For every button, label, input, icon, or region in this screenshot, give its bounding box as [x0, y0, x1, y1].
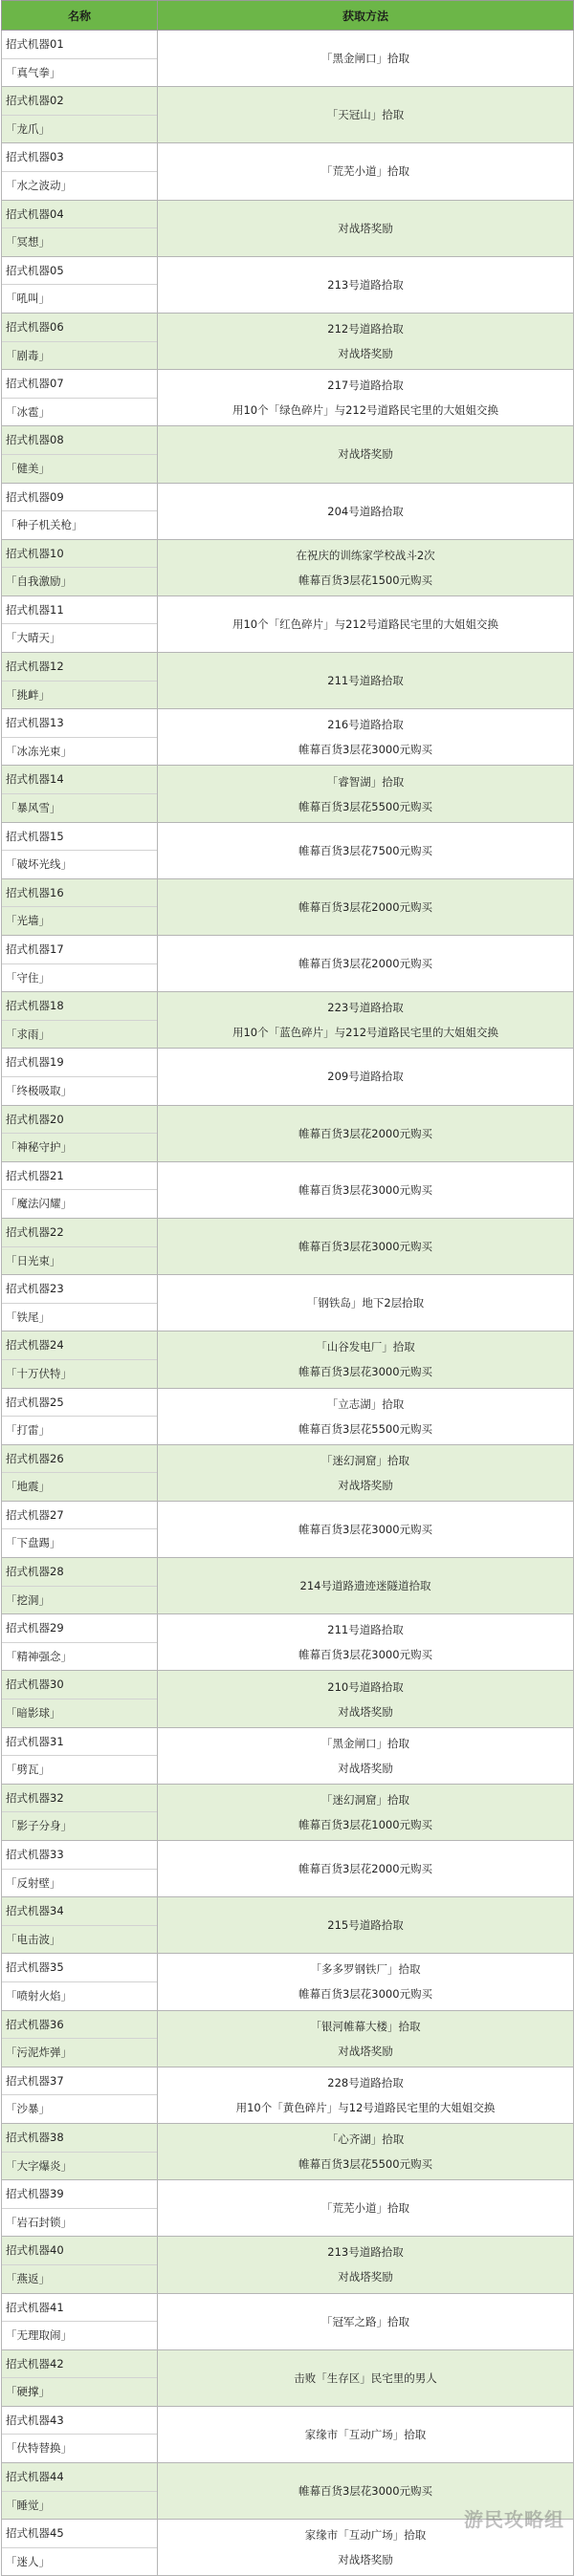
tm-name-cell — [2, 256, 158, 313]
table-row — [2, 1275, 574, 1331]
tm-move-name: 「求雨」 — [6, 1027, 50, 1041]
tm-method-cell — [158, 2237, 574, 2293]
tm-move-name: 「终极吸取」 — [6, 1083, 72, 1097]
tm-number: 招式机器06 — [2, 314, 157, 342]
tm-name-cell — [2, 313, 158, 369]
tm-number: 招式机器27 — [2, 1502, 157, 1530]
tm-move-name: 「自我激励」 — [6, 574, 72, 589]
tm-method-cell — [158, 653, 574, 709]
method-line: 用10个「绿色碎片」与212号道路民宅里的大姐姐交换 — [232, 403, 499, 418]
tm-method-cell — [158, 822, 574, 878]
tm-name-cell — [2, 2293, 158, 2349]
tm-method-cell — [158, 426, 574, 483]
tm-move-name: 「神秘守护」 — [6, 1140, 72, 1155]
tm-method-cell — [158, 2067, 574, 2123]
tm-number: 招式机器35 — [2, 1954, 157, 1982]
tm-name-cell — [2, 1161, 158, 1218]
method-line: 「山谷发电厂」拾取 — [316, 1340, 415, 1354]
tm-number: 招式机器30 — [2, 1671, 157, 1699]
table-row — [2, 709, 574, 766]
tm-name-cell — [2, 1784, 158, 1840]
tm-method-cell — [158, 992, 574, 1049]
table-row — [2, 2123, 574, 2179]
tm-name-cell — [2, 2406, 158, 2462]
method-line: 213号道路拾取 — [327, 277, 404, 292]
method-line: 对战塔奖励 — [338, 221, 393, 235]
tm-method-cell — [158, 1388, 574, 1444]
method-line: 在祝庆的训练家学校战斗2次 — [296, 548, 435, 562]
tm-move-name: 「下盘踢」 — [6, 1536, 61, 1550]
method-line: 帷幕百货3层花5500元购买 — [298, 799, 433, 813]
tm-number: 招式机器39 — [2, 2180, 157, 2209]
tm-number: 招式机器36 — [2, 2011, 157, 2040]
tm-move-name: 「冰雹」 — [6, 404, 50, 419]
tm-number: 招式机器32 — [2, 1785, 157, 1813]
method-line: 213号道路拾取 — [327, 2245, 404, 2260]
tm-method-cell — [158, 1614, 574, 1671]
method-line: 帷幕百货3层花5500元购买 — [298, 2157, 433, 2172]
tm-method-cell — [158, 256, 574, 313]
tm-number: 招式机器43 — [2, 2407, 157, 2435]
tm-move-name: 「冥想」 — [6, 235, 50, 249]
method-line: 帷幕百货3层花7500元购买 — [298, 843, 433, 857]
tm-number: 招式机器38 — [2, 2124, 157, 2153]
tm-move-name: 「劈瓦」 — [6, 1763, 50, 1777]
table-row — [2, 1444, 574, 1501]
method-line: 「钢铁岛」地下2层拾取 — [306, 1296, 425, 1310]
tm-name-cell — [2, 31, 158, 87]
tm-move-name: 「水之波动」 — [6, 178, 72, 192]
method-line: 对战塔奖励 — [338, 2553, 393, 2567]
tm-method-cell — [158, 2293, 574, 2349]
tm-number: 招式机器16 — [2, 879, 157, 908]
tm-name-cell — [2, 1388, 158, 1444]
method-line: 帷幕百货3层花3000元购买 — [298, 1240, 433, 1254]
tm-number: 招式机器18 — [2, 992, 157, 1021]
method-line: 帷幕百货3层花3000元购买 — [298, 1648, 433, 1662]
table-row — [2, 1727, 574, 1784]
method-line: 对战塔奖励 — [338, 347, 393, 361]
table-row — [2, 1501, 574, 1557]
table-row — [2, 200, 574, 256]
table-row — [2, 2180, 574, 2237]
tm-number: 招式机器10 — [2, 540, 157, 569]
table-header-row — [2, 1, 574, 31]
tm-move-name: 「无理取闹」 — [6, 2328, 72, 2343]
tm-name-cell — [2, 1275, 158, 1331]
table-row — [2, 2293, 574, 2349]
method-line: 「立志湖」拾取 — [326, 1396, 405, 1411]
method-line: 「荒芜小道」拾取 — [321, 2201, 409, 2216]
table-row — [2, 370, 574, 426]
method-line: 「迷幻洞窟」拾取 — [321, 1792, 409, 1807]
tm-move-name: 「暗影球」 — [6, 1706, 61, 1721]
tm-move-name: 「真气拳」 — [6, 65, 61, 79]
method-line: 对战塔奖励 — [338, 2270, 393, 2284]
tm-name-cell — [2, 822, 158, 878]
method-line: 「天冠山」拾取 — [326, 108, 405, 122]
tm-name-cell — [2, 370, 158, 426]
tm-name-cell — [2, 1501, 158, 1557]
tm-number: 招式机器22 — [2, 1219, 157, 1247]
tm-method-cell — [158, 709, 574, 766]
tm-number: 招式机器13 — [2, 709, 157, 738]
table-row — [2, 1558, 574, 1614]
method-line: 帷幕百货3层花3000元购买 — [298, 1522, 433, 1536]
tm-name-cell — [2, 1218, 158, 1274]
column-header-name: 名称 — [2, 1, 158, 31]
tm-move-name: 「电击波」 — [6, 1932, 61, 1946]
tm-method-cell — [158, 1161, 574, 1218]
tm-method-cell — [158, 539, 574, 595]
method-line: 帷幕百货3层花2000元购买 — [298, 1862, 433, 1876]
table-row — [2, 1218, 574, 1274]
method-line: 214号道路遗迹迷隧道拾取 — [299, 1579, 431, 1593]
tm-name-cell — [2, 878, 158, 935]
method-line: 对战塔奖励 — [338, 1704, 393, 1719]
tm-method-cell — [158, 1049, 574, 1105]
tm-number: 招式机器20 — [2, 1106, 157, 1135]
tm-move-name: 「暴风雪」 — [6, 801, 61, 815]
tm-move-name: 「健美」 — [6, 461, 50, 475]
tm-name-cell — [2, 595, 158, 652]
tm-move-name: 「伏特替换」 — [6, 2441, 72, 2456]
method-line: 「黑金闸口」拾取 — [321, 1736, 409, 1750]
tm-method-cell — [158, 878, 574, 935]
method-line: 帷幕百货3层花3000元购买 — [298, 1365, 433, 1379]
tm-move-name: 「打雷」 — [6, 1423, 50, 1438]
tm-name-cell — [2, 2010, 158, 2067]
tm-move-name: 「反射壁」 — [6, 1875, 61, 1890]
method-line: 击败「生存区」民宅里的男人 — [294, 2370, 437, 2385]
tm-name-cell — [2, 483, 158, 539]
method-line: 223号道路拾取 — [327, 1001, 404, 1015]
tm-name-cell — [2, 1897, 158, 1954]
tm-method-cell — [158, 1784, 574, 1840]
tm-number: 招式机器12 — [2, 653, 157, 682]
tm-number: 招式机器33 — [2, 1841, 157, 1870]
tm-number: 招式机器25 — [2, 1389, 157, 1418]
tm-name-cell — [2, 1954, 158, 2010]
table-row — [2, 31, 574, 87]
method-line: 217号道路拾取 — [327, 379, 404, 393]
table-row — [2, 1105, 574, 1161]
tm-number: 招式机器26 — [2, 1445, 157, 1474]
tm-move-name: 「十万伏特」 — [6, 1366, 72, 1380]
method-line: 帷幕百货3层花3000元购买 — [298, 743, 433, 757]
tm-method-cell — [158, 483, 574, 539]
tm-move-name: 「沙暴」 — [6, 2102, 50, 2116]
tm-method-cell — [158, 2123, 574, 2179]
tm-method-cell — [158, 2349, 574, 2406]
tm-name-cell — [2, 2067, 158, 2123]
method-line: 228号道路拾取 — [327, 2075, 404, 2089]
tm-method-cell — [158, 1558, 574, 1614]
tm-method-cell — [158, 200, 574, 256]
tm-move-name: 「龙爪」 — [6, 121, 50, 136]
method-line: 家缘市「互动广场」拾取 — [304, 2528, 427, 2543]
tm-move-name: 「挖洞」 — [6, 1592, 50, 1607]
tm-move-name: 「日光束」 — [6, 1253, 61, 1267]
tm-move-name: 「剧毒」 — [6, 348, 50, 362]
table-row — [2, 766, 574, 822]
method-line: 212号道路拾取 — [327, 322, 404, 336]
tm-name-cell — [2, 709, 158, 766]
method-line: 帷幕百货3层花2000元购买 — [298, 957, 433, 971]
tm-name-cell — [2, 1105, 158, 1161]
table-row — [2, 1331, 574, 1388]
tm-move-name: 「破坏光线」 — [6, 857, 72, 872]
tm-name-cell — [2, 992, 158, 1049]
table-row — [2, 1049, 574, 1105]
tm-number: 招式机器09 — [2, 484, 157, 512]
tm-name-cell — [2, 2180, 158, 2237]
tm-name-cell — [2, 1671, 158, 1727]
tm-name-cell — [2, 2349, 158, 2406]
tm-method-cell — [158, 2180, 574, 2237]
table-row — [2, 822, 574, 878]
tm-name-cell — [2, 143, 158, 200]
method-line: 帷幕百货3层花1500元购买 — [298, 573, 433, 587]
tm-method-cell — [158, 313, 574, 369]
table-row — [2, 1161, 574, 1218]
tm-method-cell — [158, 1275, 574, 1331]
tm-number: 招式机器19 — [2, 1049, 157, 1077]
method-line: 帷幕百货3层花3000元购买 — [298, 2484, 433, 2499]
tm-number: 招式机器04 — [2, 201, 157, 229]
tm-method-cell — [158, 1331, 574, 1388]
table-row — [2, 1841, 574, 1897]
table-row — [2, 1784, 574, 1840]
tm-method-cell — [158, 1727, 574, 1784]
tm-move-name: 「地震」 — [6, 1480, 50, 1494]
tm-name-cell — [2, 1444, 158, 1501]
tm-move-name: 「硬撑」 — [6, 2385, 50, 2399]
table-row — [2, 936, 574, 992]
method-line: 用10个「蓝色碎片」与212号道路民宅里的大姐姐交换 — [232, 1026, 499, 1040]
table-row — [2, 878, 574, 935]
tm-number: 招式机器24 — [2, 1331, 157, 1360]
table-row — [2, 1614, 574, 1671]
tm-number: 招式机器41 — [2, 2294, 157, 2323]
tm-name-cell — [2, 1049, 158, 1105]
method-line: 对战塔奖励 — [338, 1761, 393, 1775]
tm-method-cell — [158, 766, 574, 822]
tm-method-cell — [158, 87, 574, 143]
tm-method-cell — [158, 1671, 574, 1727]
tm-number: 招式机器08 — [2, 426, 157, 455]
tm-number: 招式机器28 — [2, 1558, 157, 1587]
tm-number: 招式机器03 — [2, 143, 157, 172]
tm-move-name: 「大字爆炎」 — [6, 2158, 72, 2173]
watermark: 游民攻略组 — [464, 2508, 564, 2531]
tm-name-cell — [2, 653, 158, 709]
tm-table — [1, 0, 574, 2576]
method-line: 帷幕百货3层花3000元购买 — [298, 1182, 433, 1197]
method-line: 用10个「黄色碎片」与12号道路民宅里的大姐姐交换 — [235, 2100, 496, 2114]
tm-move-name: 「迷人」 — [6, 2554, 50, 2568]
tm-name-cell — [2, 1841, 158, 1897]
tm-number: 招式机器23 — [2, 1275, 157, 1304]
method-line: 帷幕百货3层花2000元购买 — [298, 899, 433, 914]
tm-number: 招式机器15 — [2, 823, 157, 852]
method-line: 对战塔奖励 — [338, 447, 393, 462]
method-line: 帷幕百货3层花3000元购买 — [298, 1987, 433, 2002]
method-line: 用10个「红色碎片」与212号道路民宅里的大姐姐交换 — [232, 617, 499, 631]
table-row — [2, 1954, 574, 2010]
method-line: 211号道路拾取 — [327, 674, 404, 688]
tm-name-cell — [2, 87, 158, 143]
tm-number: 招式机器17 — [2, 936, 157, 964]
tm-number: 招式机器44 — [2, 2463, 157, 2492]
tm-number: 招式机器14 — [2, 766, 157, 794]
tm-number: 招式机器42 — [2, 2350, 157, 2379]
tm-move-name: 「魔法闪耀」 — [6, 1197, 72, 1211]
tm-method-cell — [158, 1105, 574, 1161]
method-line: 家缘市「互动广场」拾取 — [304, 2427, 427, 2441]
method-line: 210号道路拾取 — [327, 1679, 404, 1694]
tm-name-cell — [2, 1331, 158, 1388]
tm-name-cell — [2, 1558, 158, 1614]
tm-method-cell — [158, 143, 574, 200]
tm-name-cell — [2, 1614, 158, 1671]
tm-number: 招式机器21 — [2, 1162, 157, 1191]
tm-name-cell — [2, 766, 158, 822]
method-line: 帷幕百货3层花1000元购买 — [298, 1817, 433, 1831]
method-line: 「迷幻洞窟」拾取 — [321, 1453, 409, 1467]
table-row — [2, 426, 574, 483]
method-line: 「心齐湖」拾取 — [326, 2132, 405, 2147]
table-row — [2, 653, 574, 709]
tm-move-name: 「铁尾」 — [6, 1310, 50, 1324]
tm-number: 招式机器29 — [2, 1614, 157, 1643]
tm-move-name: 「冰冻光束」 — [6, 744, 72, 758]
method-line: 「荒芜小道」拾取 — [321, 164, 409, 179]
tm-move-name: 「喷射火焰」 — [6, 1988, 72, 2002]
tm-number: 招式机器37 — [2, 2067, 157, 2096]
tm-method-cell — [158, 595, 574, 652]
method-line: 「黑金闸口」拾取 — [321, 52, 409, 66]
tm-method-cell — [158, 2010, 574, 2067]
tm-name-cell — [2, 426, 158, 483]
tm-name-cell — [2, 2123, 158, 2179]
table-row — [2, 483, 574, 539]
tm-number: 招式机器34 — [2, 1897, 157, 1926]
table-row — [2, 143, 574, 200]
table-row — [2, 2406, 574, 2462]
tm-method-cell — [158, 1954, 574, 2010]
method-line: 「银河帷幕大楼」拾取 — [310, 2019, 421, 2033]
tm-move-name: 「污泥炸弹」 — [6, 2046, 72, 2060]
table-row — [2, 2349, 574, 2406]
method-line: 「睿智湖」拾取 — [326, 774, 405, 789]
tm-number: 招式机器07 — [2, 370, 157, 399]
tm-method-cell — [158, 1218, 574, 1274]
method-line: 「冠军之路」拾取 — [321, 2314, 409, 2328]
table-row — [2, 1897, 574, 1954]
tm-move-name: 「挑衅」 — [6, 687, 50, 702]
tm-name-cell — [2, 200, 158, 256]
method-line: 帷幕百货3层花2000元购买 — [298, 1126, 433, 1140]
table-row — [2, 87, 574, 143]
tm-name-cell — [2, 2463, 158, 2520]
tm-number: 招式机器40 — [2, 2237, 157, 2265]
tm-method-cell — [158, 936, 574, 992]
tm-move-name: 「睡觉」 — [6, 2498, 50, 2512]
table-row — [2, 2010, 574, 2067]
tm-number: 招式机器01 — [2, 31, 157, 59]
tm-number: 招式机器05 — [2, 257, 157, 286]
tm-move-name: 「燕返」 — [6, 2271, 50, 2285]
method-line: 帷幕百货3层花5500元购买 — [298, 1421, 433, 1436]
method-line: 209号道路拾取 — [327, 1070, 404, 1084]
tm-number: 招式机器31 — [2, 1728, 157, 1757]
table-row — [2, 2237, 574, 2293]
tm-move-name: 「岩石封锁」 — [6, 2215, 72, 2229]
tm-name-cell — [2, 2237, 158, 2293]
table-row — [2, 992, 574, 1049]
tm-move-name: 「影子分身」 — [6, 1819, 72, 1833]
tm-method-cell — [158, 370, 574, 426]
method-line: 215号道路拾取 — [327, 1918, 404, 1933]
table-row — [2, 539, 574, 595]
tm-method-cell — [158, 1501, 574, 1557]
tm-move-name: 「吼叫」 — [6, 292, 50, 306]
method-line: 211号道路拾取 — [327, 1623, 404, 1637]
table-row — [2, 595, 574, 652]
tm-name-cell — [2, 1727, 158, 1784]
tm-number: 招式机器45 — [2, 2520, 157, 2548]
column-header-method: 获取方法 — [158, 1, 574, 31]
tm-method-cell — [158, 31, 574, 87]
table-row — [2, 2067, 574, 2123]
tm-move-name: 「精神强念」 — [6, 1649, 72, 1663]
tm-name-cell — [2, 539, 158, 595]
tm-method-cell — [158, 2406, 574, 2462]
tm-name-cell — [2, 2520, 158, 2576]
tm-method-cell — [158, 1444, 574, 1501]
tm-move-name: 「种子机关枪」 — [6, 518, 83, 532]
table-row — [2, 256, 574, 313]
tm-name-cell — [2, 936, 158, 992]
tm-number: 招式机器11 — [2, 596, 157, 625]
method-line: 216号道路拾取 — [327, 718, 404, 732]
method-line: 「多多罗钢铁厂」拾取 — [310, 1962, 421, 1977]
tm-move-name: 「守住」 — [6, 970, 50, 985]
table-row — [2, 313, 574, 369]
method-line: 对战塔奖励 — [338, 2044, 393, 2058]
tm-method-cell — [158, 1897, 574, 1954]
method-line: 对战塔奖励 — [338, 1478, 393, 1492]
tm-move-name: 「光墙」 — [6, 914, 50, 928]
tm-number: 招式机器02 — [2, 87, 157, 116]
method-line: 204号道路拾取 — [327, 504, 404, 518]
tm-method-cell — [158, 1841, 574, 1897]
table-row — [2, 1671, 574, 1727]
table-row — [2, 1388, 574, 1444]
tm-move-name: 「大晴天」 — [6, 631, 61, 645]
